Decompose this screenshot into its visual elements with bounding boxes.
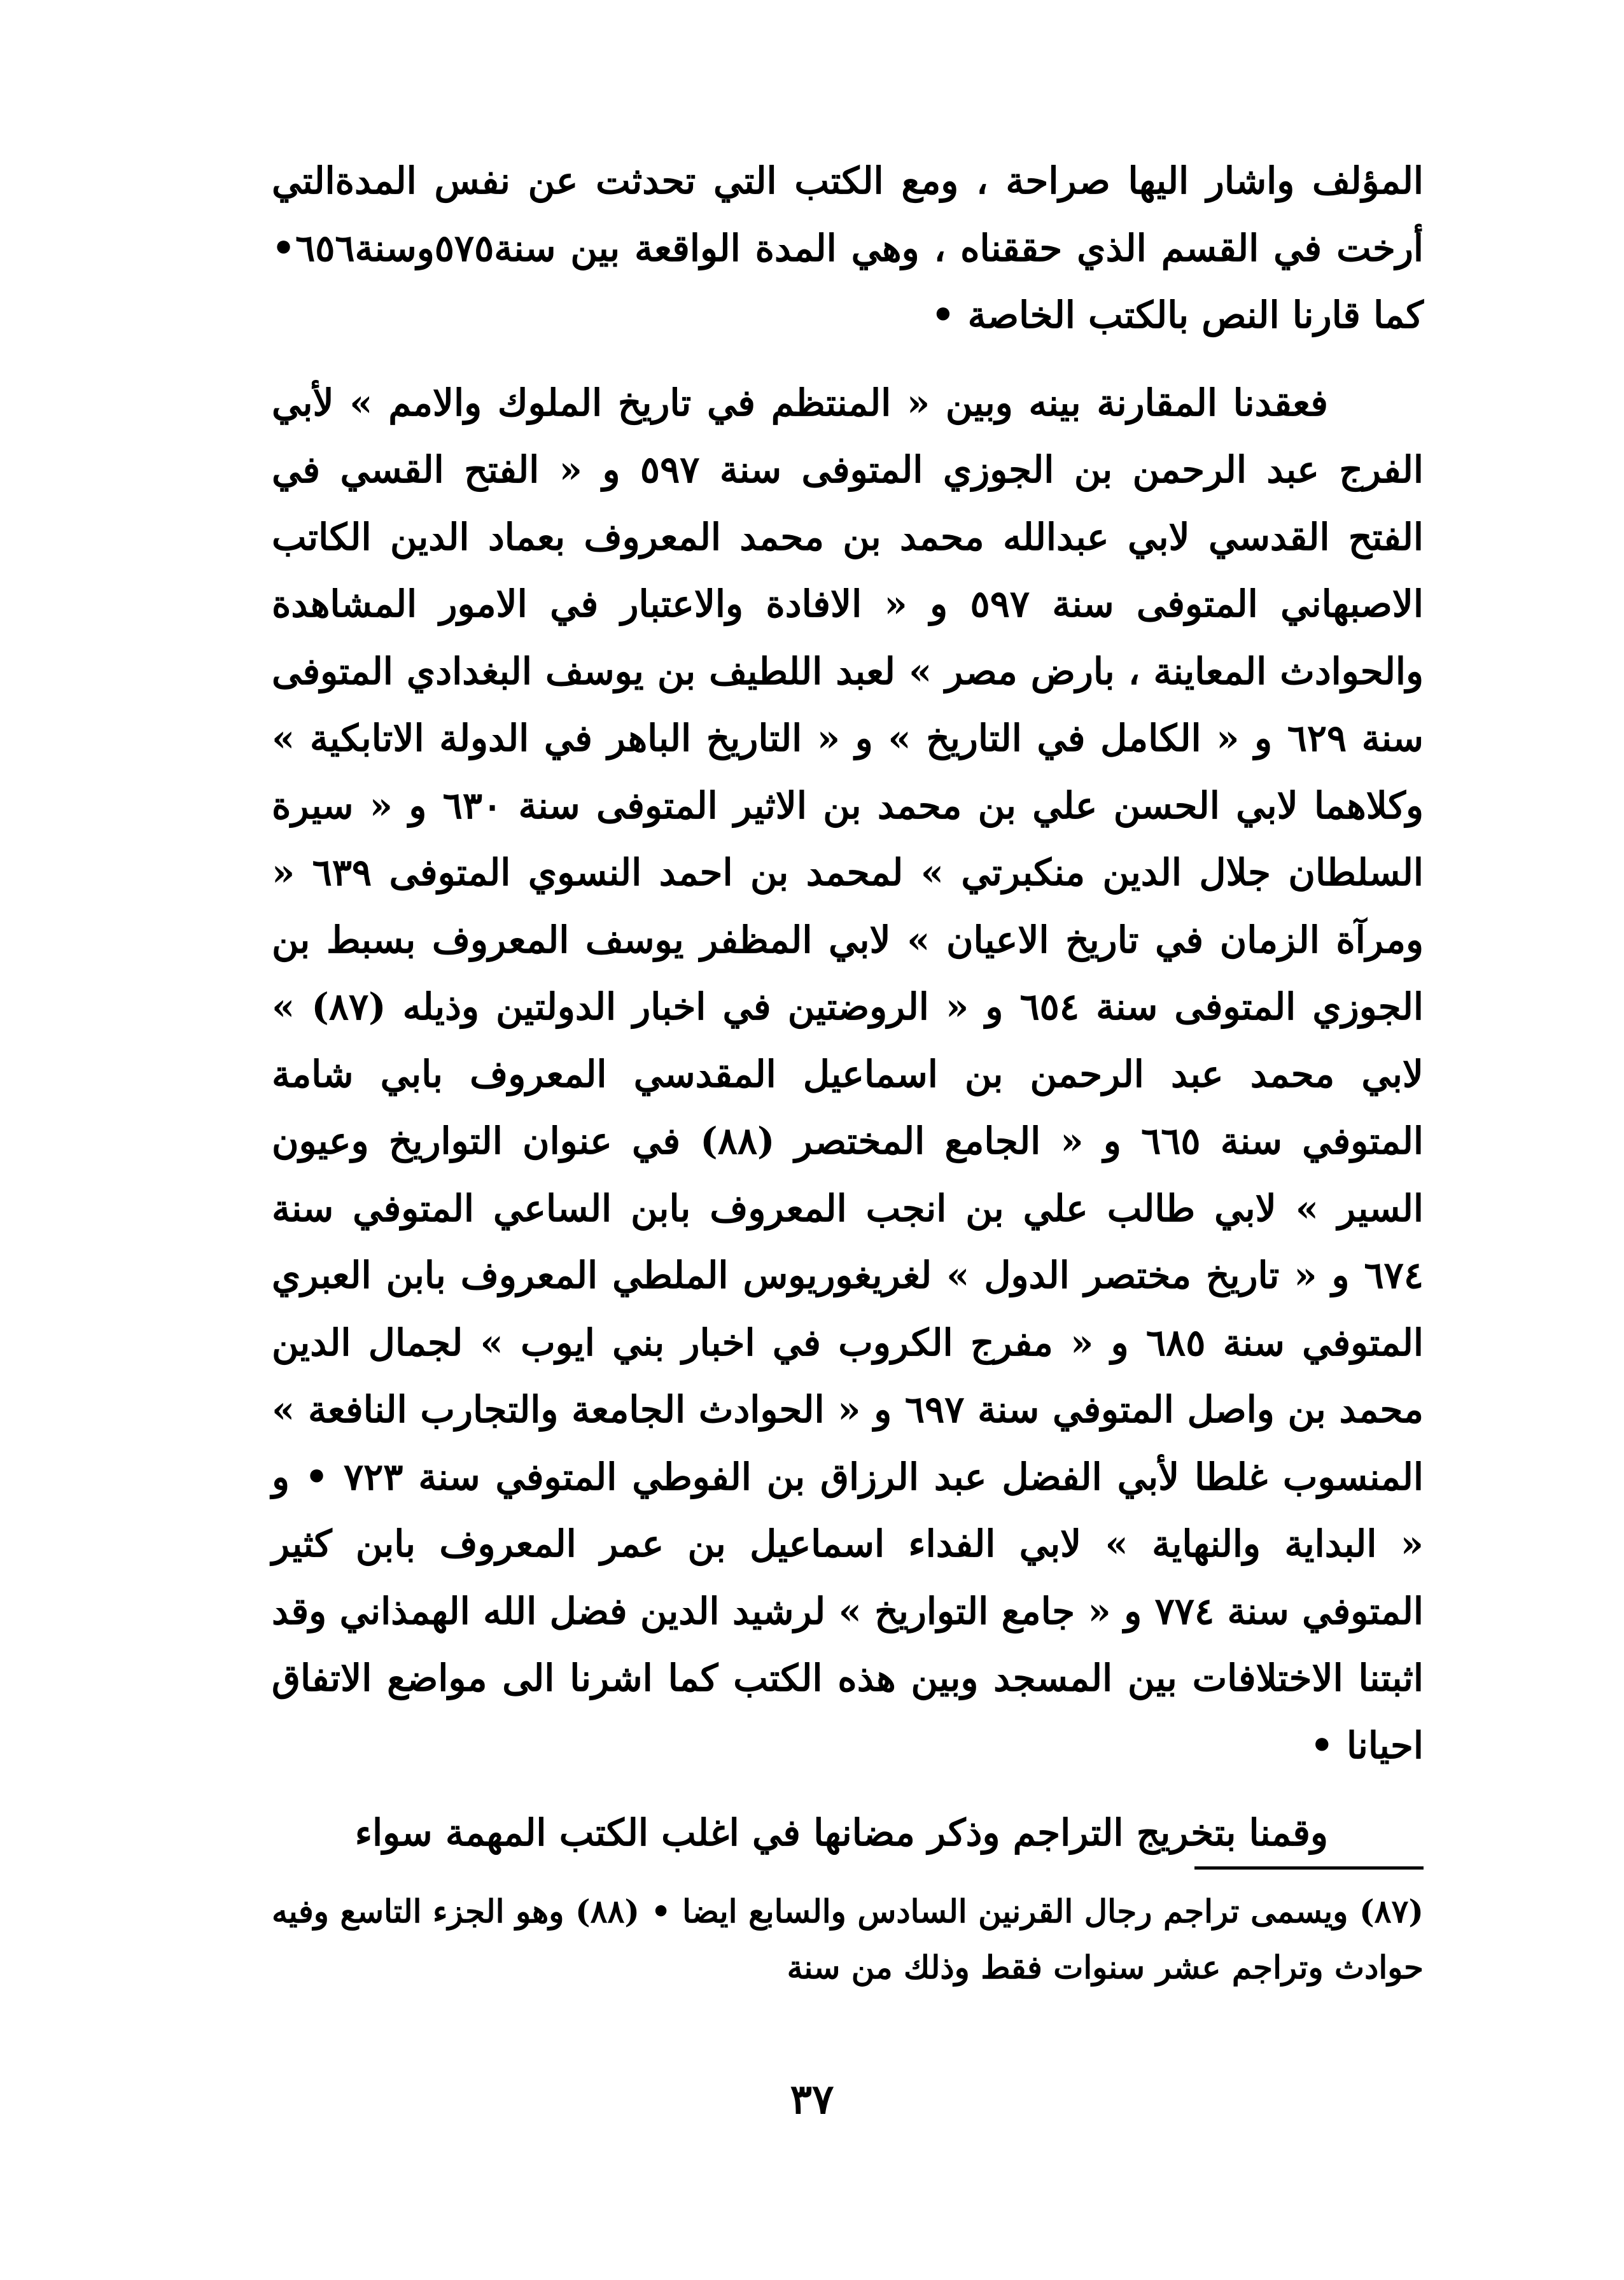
footnotes — [272, 1884, 1424, 1996]
body-text — [272, 148, 1424, 1867]
footnote-separator — [1194, 1866, 1424, 1870]
page-number: ٣٧ — [790, 2076, 834, 2123]
footnote-text: (٨٧) ويسمى تراجم رجال القرنين السادس والسابع ايضا • (٨٨) وهو الجزء التاسع وفيه حوادث وتراجم عشر سنوات فقط وذلك من سنة — [272, 1892, 1424, 1986]
paragraph-translations: وقمنا بتخريج التراجم وذكر مضانها في اغلب الكتب المهمة سواء — [354, 1811, 1328, 1854]
paragraph-sources: فعقدنا المقارنة بينه وبين « المنتظم في تاريخ الملوك والامم » لأبي الفرج عبد الرحمن بن الجوزي المتوفى سنة ٥٩٧ و « الفتح القسي في الفتح القدسي لابي عبدالله محمد بن محمد المعروف بعماد الدين الكاتب الاصبهاني المتوفى سنة ٥٩٧ و « الافادة والاعتبار في الامور المشاهدة والحوادث المعاينة ، بارض مصر » لعبد اللطيف بن يوسف البغدادي المتوفى سنة ٦٢٩ و « الكامل في التاريخ » و « التاريخ الباهر في الدولة الاتابكية » وكلاهما لابي الحسن علي بن محمد بن الاثير المتوفى سنة ٦٣٠ و « سيرة السلطان جلال الدين منكبرتي » لمحمد بن احمد النسوي المتوفى ٦٣٩ « ومرآة الزمان في تاريخ الاعيان » لابي المظفر يوسف المعروف بسبط بن الجوزي المتوفى سنة ٦٥٤ و « الروضتين في اخبار الدولتين وذيله (٨٧) » لابي محمد عبد الرحمن بن اسماعيل المقدسي المعروف بابي شامة المتوفي سنة ٦٦٥ و « الجامع المختصر (٨٨) في عنوان التواريخ وعيون السير » لابي طالب علي بن انجب المعروف بابن الساعي المتوفي سنة ٦٧٤ و « تاريخ مختصر الدول » لغريغوريوس الملطي المعروف بابن العبري المتوفي سنة ٦٨٥ و « مفرج الكروب في اخبار بني ايوب » لجمال الدين محمد بن واصل المتوفي سنة ٦٩٧ و « الحوادث الجامعة والتجارب النافعة » المنسوب غلطا لأبي الفضل عبد الرزاق بن الفوطي المتوفي سنة ٧٢٣ • و « البداية والنهاية » لابي الفداء اسماعيل بن عمر المعروف بابن كثير المتوفي سنة ٧٧٤ و « جامع التواريخ » لرشيد الدين فضل الله الهمذاني وقد اثبتنا الاختلافات بين المسجد وبين هذه الكتب كما اشرنا الى مواضع الاتفاق احيانا • — [272, 381, 1424, 1767]
paragraph-continuation: المؤلف واشار اليها صراحة ، ومع الكتب التي تحدثت عن نفس المدةالتي أرخت في القسم الذي حققناه ، وهي المدة الواقعة بين سنة٥٧٥وسنة٦٥٦• كما قارنا النص بالكتب الخاصة • — [272, 159, 1424, 337]
